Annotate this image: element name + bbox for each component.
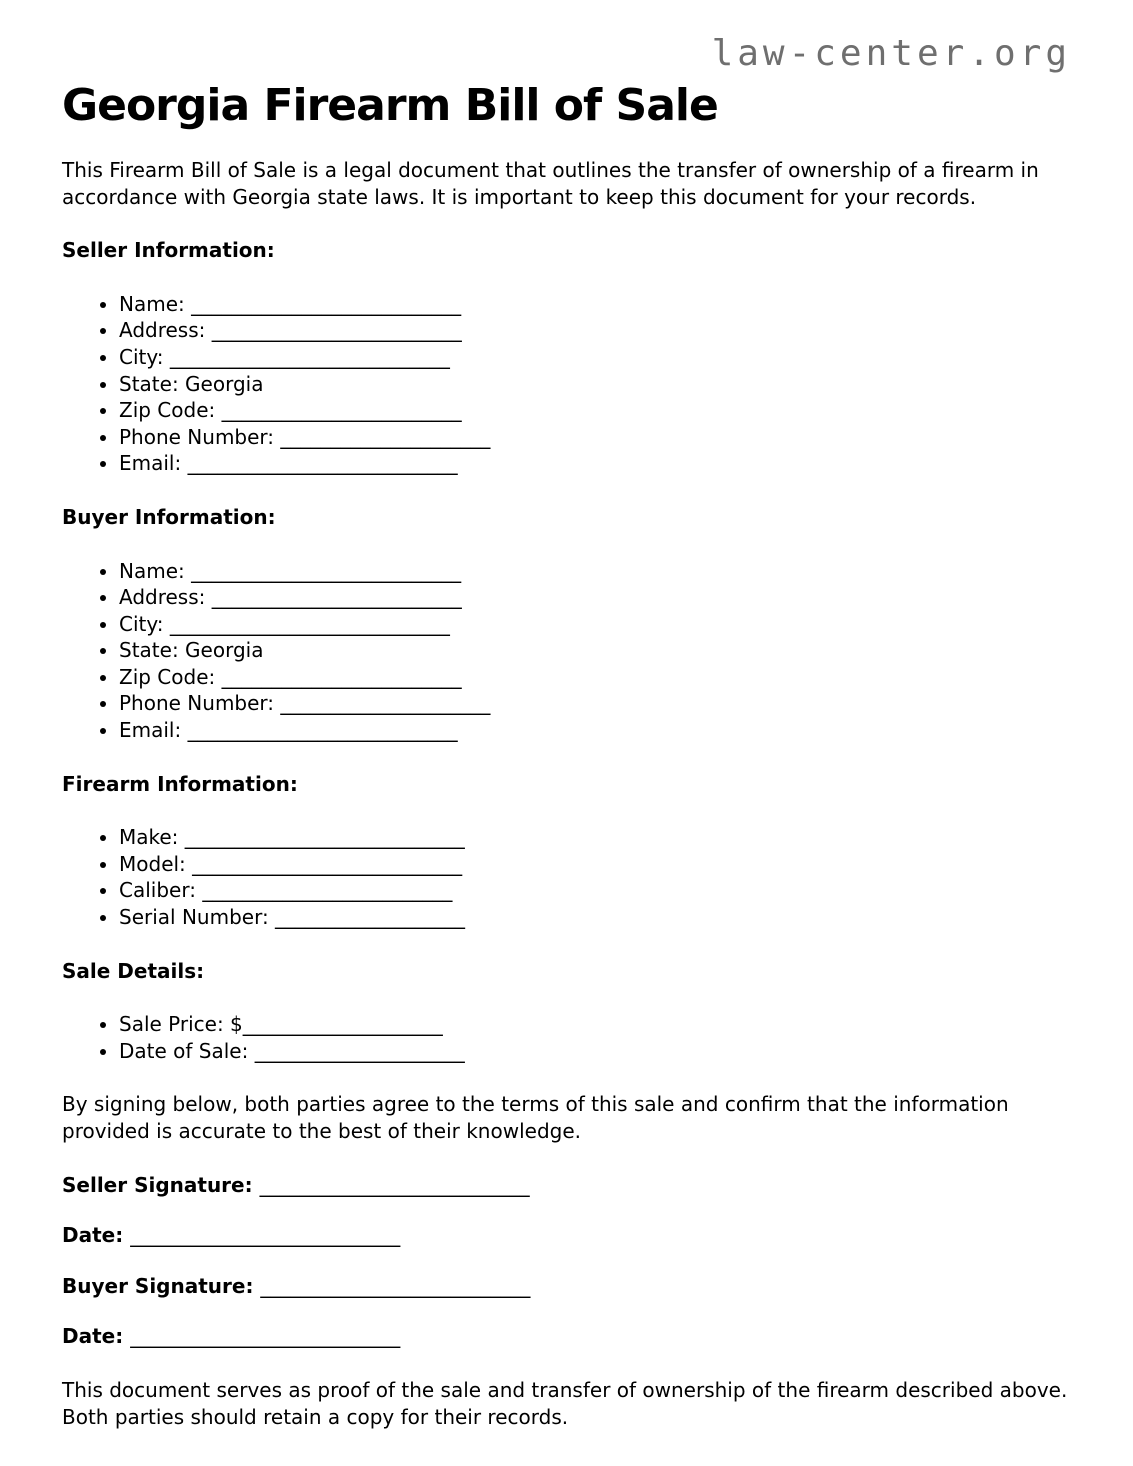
buyer-info-list: [62, 558, 1071, 744]
list-item: [119, 851, 1071, 878]
list-item: [119, 317, 1071, 344]
seller-date-line: [62, 1222, 1071, 1249]
blank-line: _________________________: [211, 585, 462, 610]
field-label: Name:: [119, 291, 192, 316]
field-label: Sale Price: $: [119, 1012, 243, 1037]
field-label: Date of Sale:: [119, 1038, 255, 1063]
blank-line: ________________________: [221, 664, 462, 689]
list-item: [119, 584, 1071, 611]
field-label: Address:: [119, 585, 212, 610]
blank-line: ___________________________: [192, 851, 463, 876]
list-item: [119, 424, 1071, 451]
list-item: [119, 371, 1071, 398]
blank-line: ___________________________: [259, 1172, 530, 1197]
list-item: [119, 611, 1071, 638]
field-label: Email:: [119, 451, 188, 476]
list-item: [119, 450, 1071, 477]
buyer-date-line: [62, 1323, 1071, 1350]
blank-line: ____________________________: [184, 825, 465, 850]
field-label: Zip Code:: [119, 398, 222, 423]
blank-line: ___________________________: [187, 451, 458, 476]
list-item: [119, 824, 1071, 851]
signature-label: Seller Signature:: [62, 1172, 260, 1197]
buyer-signature-line: [62, 1273, 1071, 1300]
list-item: [119, 1011, 1071, 1038]
field-label: Name:: [119, 558, 192, 583]
blank-line: ___________________________: [130, 1324, 401, 1349]
list-item: [119, 664, 1071, 691]
agreement-paragraph: By signing below, both parties agree to the terms of this sale and confirm that the information provided is accurate to the best of their knowledge.: [62, 1092, 1009, 1144]
intro-paragraph: This Firearm Bill of Sale is a legal document that outlines the transfer of ownership of a firearm in accordance with Georgia state laws. It is important to keep this document for your records.: [62, 157, 1039, 209]
site-watermark: law-center.org: [711, 33, 1071, 74]
blank-line: _____________________: [280, 424, 491, 449]
signature-label: Date:: [62, 1324, 131, 1349]
blank-line: ___________________________: [187, 718, 458, 743]
blank-line: ____________________________: [169, 611, 450, 636]
list-item: [119, 717, 1071, 744]
signature-label: Date:: [62, 1223, 131, 1248]
blank-line: _____________________: [254, 1038, 465, 1063]
field-label: Model:: [119, 851, 193, 876]
blank-line: ____________________________: [169, 344, 450, 369]
blank-line: ____________________: [242, 1012, 443, 1037]
list-item: [119, 904, 1071, 931]
field-value: Georgia: [185, 638, 264, 663]
list-item: [119, 690, 1071, 717]
firearm-info-list: [62, 824, 1071, 930]
field-label: City:: [119, 611, 170, 636]
footer-paragraph: This document serves as proof of the sale and transfer of ownership of the firearm described above. Both parties should retain a copy for their records.: [62, 1377, 1068, 1429]
field-label: Serial Number:: [119, 905, 276, 930]
field-value: Georgia: [185, 371, 264, 396]
blank-line: _____________________: [280, 691, 491, 716]
seller-signature-line: [62, 1172, 1071, 1199]
blank-line: ___________________________: [191, 291, 462, 316]
firearm-section-heading: Firearm Information:: [62, 771, 298, 796]
list-item: [119, 1038, 1071, 1065]
list-item: [119, 637, 1071, 664]
blank-line: ___________________________: [260, 1273, 531, 1298]
signature-block: [62, 1172, 1071, 1350]
seller-section-heading: Seller Information:: [62, 238, 275, 263]
page-title: Georgia Firearm Bill of Sale: [62, 79, 718, 131]
field-label: City:: [119, 344, 170, 369]
field-label: Phone Number:: [119, 424, 281, 449]
list-item: [119, 397, 1071, 424]
list-item: [119, 877, 1071, 904]
field-label: Phone Number:: [119, 691, 281, 716]
list-item: [119, 558, 1071, 585]
field-label: Email:: [119, 718, 188, 743]
blank-line: _________________________: [211, 318, 462, 343]
field-label: State:: [119, 638, 186, 663]
list-item: [119, 344, 1071, 371]
blank-line: ___________________________: [191, 558, 462, 583]
list-item: [119, 291, 1071, 318]
seller-info-list: [62, 291, 1071, 477]
blank-line: ________________________: [221, 398, 462, 423]
blank-line: _________________________: [202, 878, 453, 903]
field-label: State:: [119, 371, 186, 396]
sale-details-list: [62, 1011, 1071, 1064]
blank-line: ___________________________: [130, 1223, 401, 1248]
field-label: Zip Code:: [119, 664, 222, 689]
signature-label: Buyer Signature:: [62, 1273, 261, 1298]
blank-line: ___________________: [275, 905, 466, 930]
buyer-section-heading: Buyer Information:: [62, 504, 276, 529]
field-label: Make:: [119, 825, 185, 850]
field-label: Address:: [119, 318, 212, 343]
field-label: Caliber:: [119, 878, 203, 903]
sale-section-heading: Sale Details:: [62, 958, 205, 983]
